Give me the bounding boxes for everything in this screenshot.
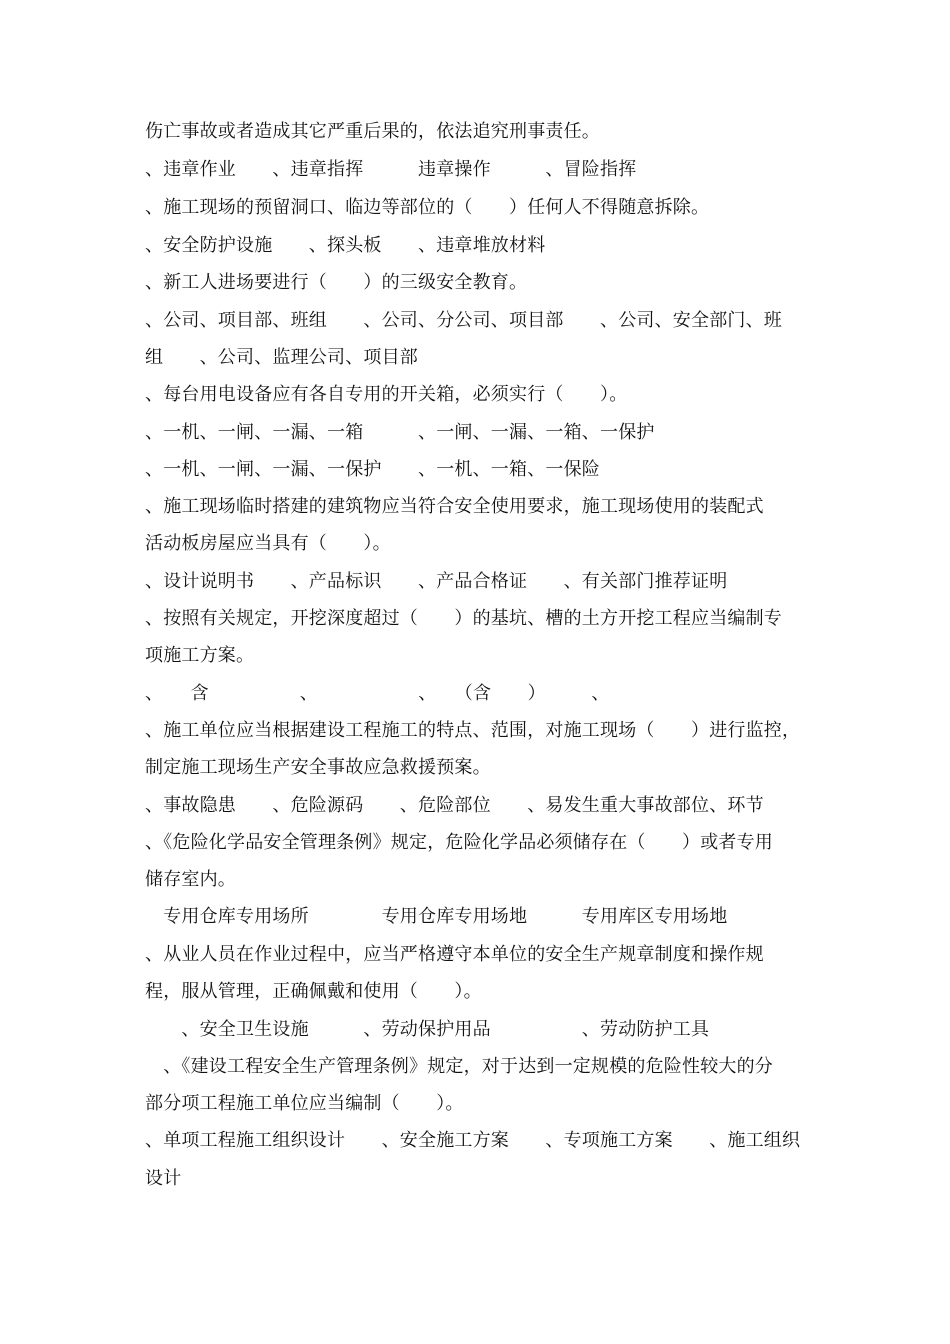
text-line: 、每台用电设备应有各自专用的开关箱，必须实行（ ）。 (145, 384, 628, 405)
text-line: 、安全卫生设施 、劳动保护用品 、劳动防护工具 (145, 1019, 710, 1040)
text-line: 组 、公司、监理公司、项目部 (145, 347, 418, 368)
text-line: 、《建设工程安全生产管理条例》规定，对于达到一定规模的危险性较大的分 (145, 1056, 773, 1077)
text-line: 、事故隐患 、危险源码 、危险部位 、易发生重大事故部位、环节 (145, 795, 764, 816)
text-line: 、新工人进场要进行（ ）的三级安全教育。 (145, 272, 528, 293)
text-line: 、一机、一闸、一漏、一保护 、一机、一箱、一保险 (145, 459, 600, 480)
text-line: 活动板房屋应当具有（ ）。 (145, 533, 391, 554)
text-line: 专用仓库专用场所 专用仓库专用场地 专用库区专用场地 (145, 906, 728, 927)
text-line: 、施工现场的预留洞口、临边等部位的（ ）任何人不得随意拆除。 (145, 197, 710, 218)
text-line: 、一机、一闸、一漏、一箱 、一闸、一漏、一箱、一保护 (145, 422, 655, 443)
text-line: 设计 (145, 1168, 182, 1189)
text-line: 项施工方案。 (145, 645, 255, 666)
text-line: 、单项工程施工组织设计 、安全施工方案 、专项施工方案 、施工组织 (145, 1130, 801, 1151)
text-line: 制定施工现场生产安全事故应急救援预案。 (145, 757, 491, 778)
text-line: 、设计说明书 、产品标识 、产品合格证 、有关部门推荐证明 (145, 571, 728, 592)
text-line: 、按照有关规定，开挖深度超过（ ）的基坑、槽的土方开挖工程应当编制专 (145, 608, 782, 629)
text-line: 、施工单位应当根据建设工程施工的特点、范围，对施工现场（ ）进行监控， (145, 720, 801, 741)
text-line: 、安全防护设施 、探头板 、违章堆放材料 (145, 235, 546, 256)
text-line: 伤亡事故或者造成其它严重后果的，依法追究刑事责任。 (145, 121, 600, 142)
text-line: 部分项工程施工单位应当编制（ ）。 (145, 1093, 464, 1114)
text-line: 、公司、项目部、班组 、公司、分公司、项目部 、公司、安全部门、班 (145, 310, 782, 331)
text-line: 、违章作业 、违章指挥 违章操作 、冒险指挥 (145, 159, 637, 180)
text-line: 程，服从管理，正确佩戴和使用（ ）。 (145, 981, 482, 1002)
text-line: 、施工现场临时搭建的建筑物应当符合安全使用要求，施工现场使用的装配式 (145, 496, 764, 517)
text-line: 储存室内。 (145, 869, 236, 890)
text-line: 、《危险化学品安全管理条例》规定，危险化学品必须储存在（ ）或者专用 (145, 832, 773, 853)
text-line: 、从业人员在作业过程中，应当严格遵守本单位的安全生产规章制度和操作规 (145, 944, 764, 965)
text-line: 、 含 、 、 （含 ） 、 (145, 683, 610, 704)
